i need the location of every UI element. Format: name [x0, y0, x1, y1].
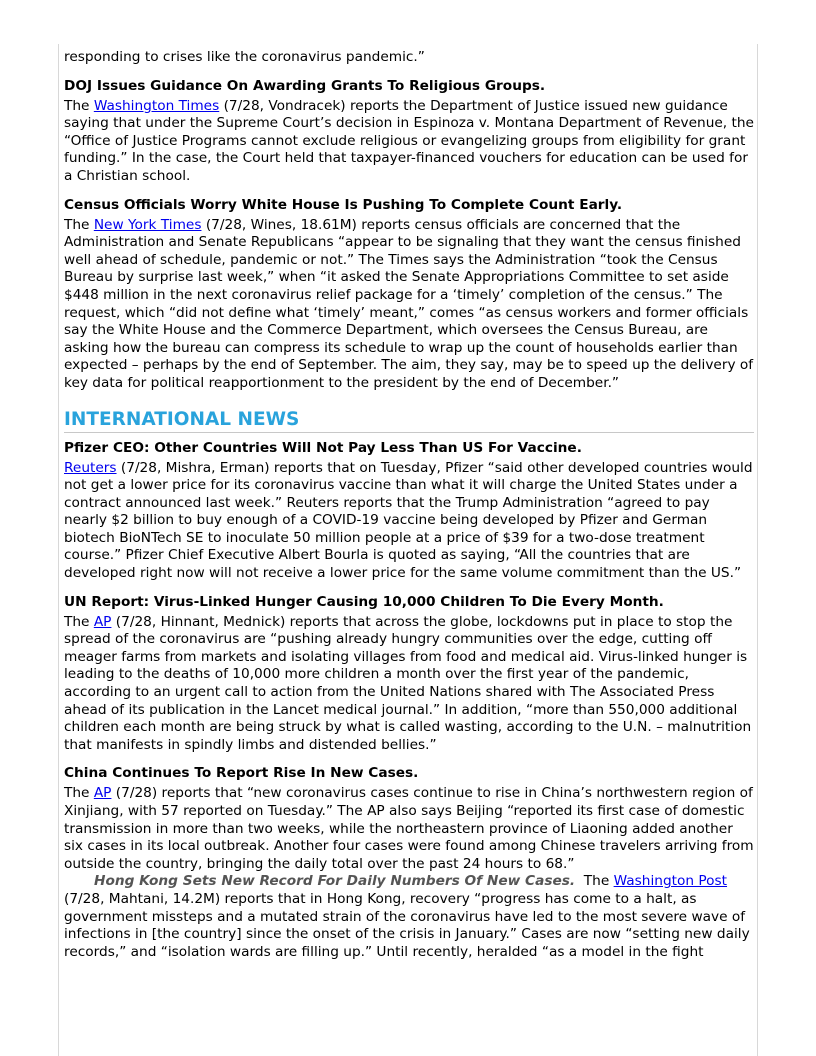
source-link-new-york-times[interactable]: New York Times — [93, 216, 202, 233]
article-headline: Pfizer CEO: Other Countries Will Not Pay Less Than US For Vaccine. — [64, 439, 582, 456]
article-headline: China Continues To Report Rise In New Cases. — [64, 765, 419, 782]
article-doj — [64, 77, 754, 186]
source-link-ap[interactable]: AP — [93, 785, 112, 802]
intro-paragraph: responding to crises like the coronavirus pandemic.” — [64, 49, 425, 65]
source-link-ap[interactable]: AP — [93, 613, 112, 630]
source-link-washington-post[interactable]: Washington Post — [613, 873, 728, 890]
article-body: The New York Times (7/28, Wines, 18.61M) reports census officials are concerned that the Administration and Senate Republicans “appear to be signaling that they want the census finished well ahead of schedule, pandemic or not.” The Times says the Administration “took the Census Bureau by surprise last week,” when “it asked the Senate Appropriations Committee to set aside $448 million in the next coronavirus relief package for a ‘timely’ completion of the census.” The request, which “did not define what ‘timely’ meant,” comes “as census workers and former officials say the White House and the Commerce Department, which oversees the Census Bureau, are asking how the bureau can compress its schedule to wrap up the count of households earlier than expected – perhaps by the end of September. The aim, they say, may be to speed up the delivery of key data for political reapportionment to the president by the end of December.” — [64, 216, 754, 391]
article-headline: DOJ Issues Guidance On Awarding Grants To Religious Groups. — [64, 77, 546, 94]
document-page — [58, 44, 758, 1056]
article-pfizer — [64, 439, 754, 583]
article-headline: Census Officials Worry White House Is Pushing To Complete Count Early. — [64, 196, 623, 213]
article-body: The AP (7/28) reports that “new coronavirus cases continue to rise in China’s northwestern region of Xinjiang, with 57 reported on Tuesday.” The AP also says Beijing “reported its first case of domestic transmission in more than two weeks, while the northeastern province of Liaoning added another six cases in its local outbreak. Another four cases were found among Chinese travelers arriving from outside the country, bringing the daily total over the past 24 hours to 68.” — [64, 785, 754, 872]
source-link-washington-times[interactable]: Washington Times — [93, 97, 220, 114]
article-un — [64, 593, 754, 755]
article-subitem-hong-kong: Hong Kong Sets New Record For Daily Numbers Of New Cases. The Washington Post (7/28, Mahtani, 14.2M) reports that in Hong Kong, recovery “progress has come to a halt, as government missteps and a mutated strain of the coronavirus have led to the most severe wave of infections in [the country] since the onset of the crisis in January.” Cases are now “setting new daily records,” and “isolation wards are filling up.” Until recently, heralded “as a model in the fight — [64, 873, 750, 960]
source-link-reuters[interactable]: Reuters — [64, 459, 117, 476]
article-body: The AP (7/28, Hinnant, Mednick) reports that across the globe, lockdowns put in place to stop the spread of the coronavirus are “pushing already hungry communities over the edge, cutting off meager farms from markets and isolating villages from food and medical aid. Virus-linked hunger is leading to the deaths of 10,000 more children a month over the first year of the pandemic, according to an urgent call to action from the United Nations shared with The Associated Press ahead of its publication in the Lancet medical journal.” In addition, “more than 550,000 additional children each month are being struck by what is called wasting, according to the U.N. – malnutrition that manifests in spindly limbs and distended bellies.” — [64, 613, 752, 753]
document-content — [64, 49, 754, 961]
section-title-international-news: INTERNATIONAL NEWS — [64, 409, 754, 433]
article-china — [64, 764, 754, 961]
article-body: The Washington Times (7/28, Vondracek) reports the Department of Justice issued new guidance saying that under the Supreme Court’s decision in Espinoza v. Montana Department of Revenue, the “Office of Justice Programs cannot exclude religious or evangelizing groups from eligibility for grant funding.” In the case, the Court held that taxpayer-financed vouchers for education can be used for a Christian school. — [64, 97, 754, 184]
article-headline: UN Report: Virus-Linked Hunger Causing 10,000 Children To Die Every Month. — [64, 593, 664, 610]
article-census — [64, 196, 754, 393]
article-body: Reuters (7/28, Mishra, Erman) reports that on Tuesday, Pfizer “said other developed countries would not get a lower price for its coronavirus vaccine than what it will charge the United States under a contract announced last week.” Reuters reports that the Trump Administration “agreed to pay nearly $2 billion to buy enough of a COVID-19 vaccine being developed by Pfizer and German biotech BioNTech SE to inoculate 50 million people at a price of $39 for a two-dose treatment course.” Pfizer Chief Executive Albert Bourla is quoted as saying, “All the countries that are developed right now will not receive a lower price for the same volume commitment than the US.” — [64, 459, 753, 582]
subitem-headline: Hong Kong Sets New Record For Daily Numbers Of New Cases. — [94, 873, 576, 890]
